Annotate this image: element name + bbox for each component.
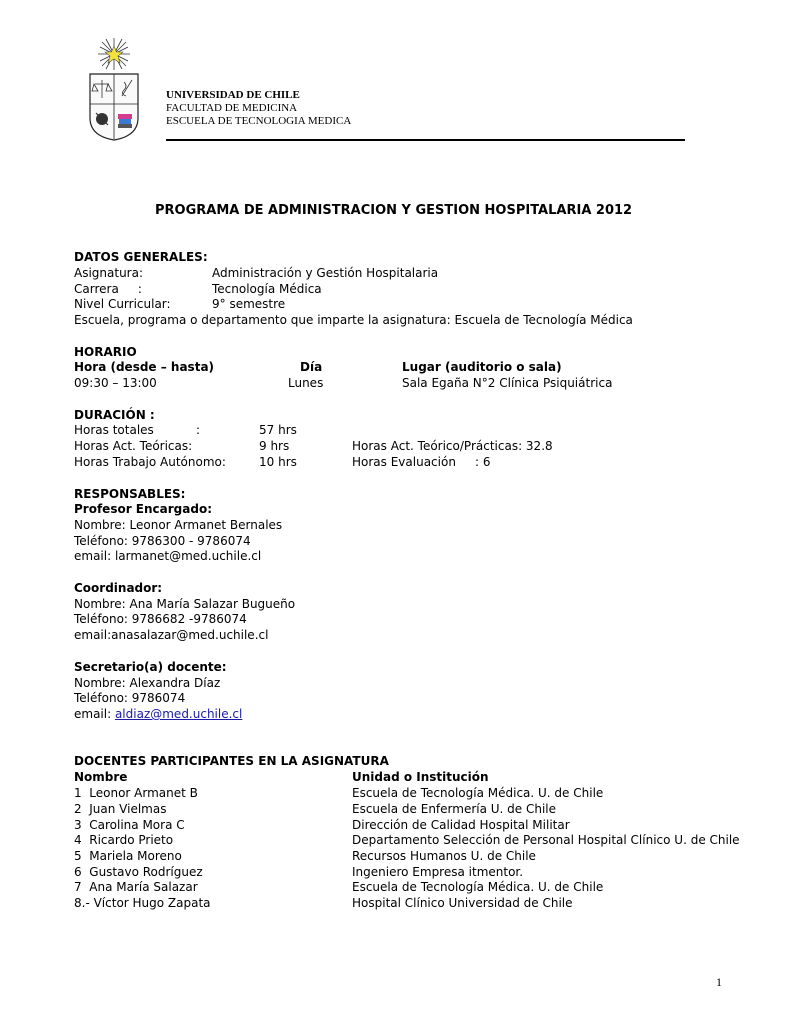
document-title: PROGRAMA DE ADMINISTRACION Y GESTION HOSPITALARIA 2012 <box>155 203 633 218</box>
secretario-email-prefix: email: <box>74 707 115 721</box>
column-header-nombre: Nombre <box>74 770 128 784</box>
docente-unidad: Dirección de Calidad Hospital Militar <box>352 818 570 832</box>
docente-unidad: Recursos Humanos U. de Chile <box>352 849 536 863</box>
horario-lugar: Sala Egaña N°2 Clínica Psiquiátrica <box>402 376 613 390</box>
school-name: ESCUELA DE TECNOLOGIA MEDICA <box>166 115 352 127</box>
docente-nombre: 6 Gustavo Rodríguez <box>74 865 203 879</box>
coordinador-heading: Coordinador: <box>74 581 163 595</box>
docente-nombre: 5 Mariela Moreno <box>74 849 182 863</box>
secretario-email-line <box>74 707 242 723</box>
horas-totales-label: Horas totales <box>74 423 154 437</box>
field-label: Asignatura: <box>74 266 144 280</box>
profesor-nombre: Nombre: Leonor Armanet Bernales <box>74 518 283 532</box>
horas-evaluacion: Horas Evaluación : 6 <box>352 455 491 469</box>
page-number: 1 <box>716 975 722 989</box>
section-heading-responsables: RESPONSABLES: <box>74 487 186 501</box>
docente-nombre: 3 Carolina Mora C <box>74 818 185 832</box>
horario-hora: 09:30 – 13:00 <box>74 376 157 390</box>
field-value: Tecnología Médica <box>212 282 322 296</box>
docente-unidad: Escuela de Tecnología Médica. U. de Chile <box>352 786 604 800</box>
horas-teoricas-label: Horas Act. Teóricas: <box>74 439 193 453</box>
column-header-unidad: Unidad o Institución <box>352 770 489 784</box>
docente-unidad: Departamento Selección de Personal Hospital Clínico U. de Chile <box>352 833 740 847</box>
field-label: Carrera : <box>74 282 142 296</box>
university-name: UNIVERSIDAD DE CHILE <box>166 89 300 101</box>
column-header-hora: Hora (desde – hasta) <box>74 360 215 374</box>
header-divider <box>166 139 685 141</box>
section-heading-horario: HORARIO <box>74 345 137 359</box>
coordinador-telefono: Teléfono: 9786682 -9786074 <box>74 612 247 626</box>
escuela-line: Escuela, programa o departamento que imparte la asignatura: Escuela de Tecnología Médica <box>74 313 633 327</box>
profesor-heading: Profesor Encargado: <box>74 502 212 516</box>
horas-teoricas-value: 9 hrs <box>259 439 290 453</box>
field-label: Nivel Curricular: <box>74 297 171 311</box>
section-heading-datos-generales: DATOS GENERALES: <box>74 250 208 264</box>
secretario-nombre: Nombre: Alexandra Díaz <box>74 676 221 690</box>
secretario-telefono: Teléfono: 9786074 <box>74 691 186 705</box>
horas-totales-colon: : <box>196 423 201 437</box>
docente-unidad: Escuela de Tecnología Médica. U. de Chile <box>352 880 604 894</box>
docente-nombre: 4 Ricardo Prieto <box>74 833 174 847</box>
docente-unidad: Escuela de Enfermería U. de Chile <box>352 802 557 816</box>
secretario-email-link[interactable]: aldiaz@med.uchile.cl <box>114 707 243 721</box>
docente-unidad: Hospital Clínico Universidad de Chile <box>352 896 573 910</box>
profesor-telefono: Teléfono: 9786300 - 9786074 <box>74 534 251 548</box>
horas-autonomo-label: Horas Trabajo Autónomo: <box>74 455 226 469</box>
section-heading-docentes: DOCENTES PARTICIPANTES EN LA ASIGNATURA <box>74 754 389 768</box>
docente-nombre: 7 Ana María Salazar <box>74 880 198 894</box>
field-value: Administración y Gestión Hospitalaria <box>212 266 439 280</box>
faculty-name: FACULTAD DE MEDICINA <box>166 102 298 114</box>
docente-nombre: 2 Juan Vielmas <box>74 802 167 816</box>
horas-teorico-practicas: Horas Act. Teórico/Prácticas: 32.8 <box>352 439 553 453</box>
column-header-dia: Día <box>300 360 323 374</box>
docente-nombre: 1 Leonor Armanet B <box>74 786 198 800</box>
coordinador-email: email:anasalazar@med.uchile.cl <box>74 628 269 642</box>
profesor-email: email: larmanet@med.uchile.cl <box>74 549 262 563</box>
field-value: 9° semestre <box>212 297 286 311</box>
column-header-lugar: Lugar (auditorio o sala) <box>402 360 562 374</box>
horario-dia: Lunes <box>288 376 324 390</box>
horas-totales-value: 57 hrs <box>259 423 297 437</box>
university-crest-logo <box>84 36 144 142</box>
secretario-heading: Secretario(a) docente: <box>74 660 227 674</box>
docente-nombre: 8.- Víctor Hugo Zapata <box>74 896 211 910</box>
docente-unidad: Ingeniero Empresa itmentor. <box>352 865 524 879</box>
horas-autonomo-value: 10 hrs <box>259 455 297 469</box>
coordinador-nombre: Nombre: Ana María Salazar Bugueño <box>74 597 296 611</box>
section-heading-duracion: DURACIÓN : <box>74 408 155 422</box>
